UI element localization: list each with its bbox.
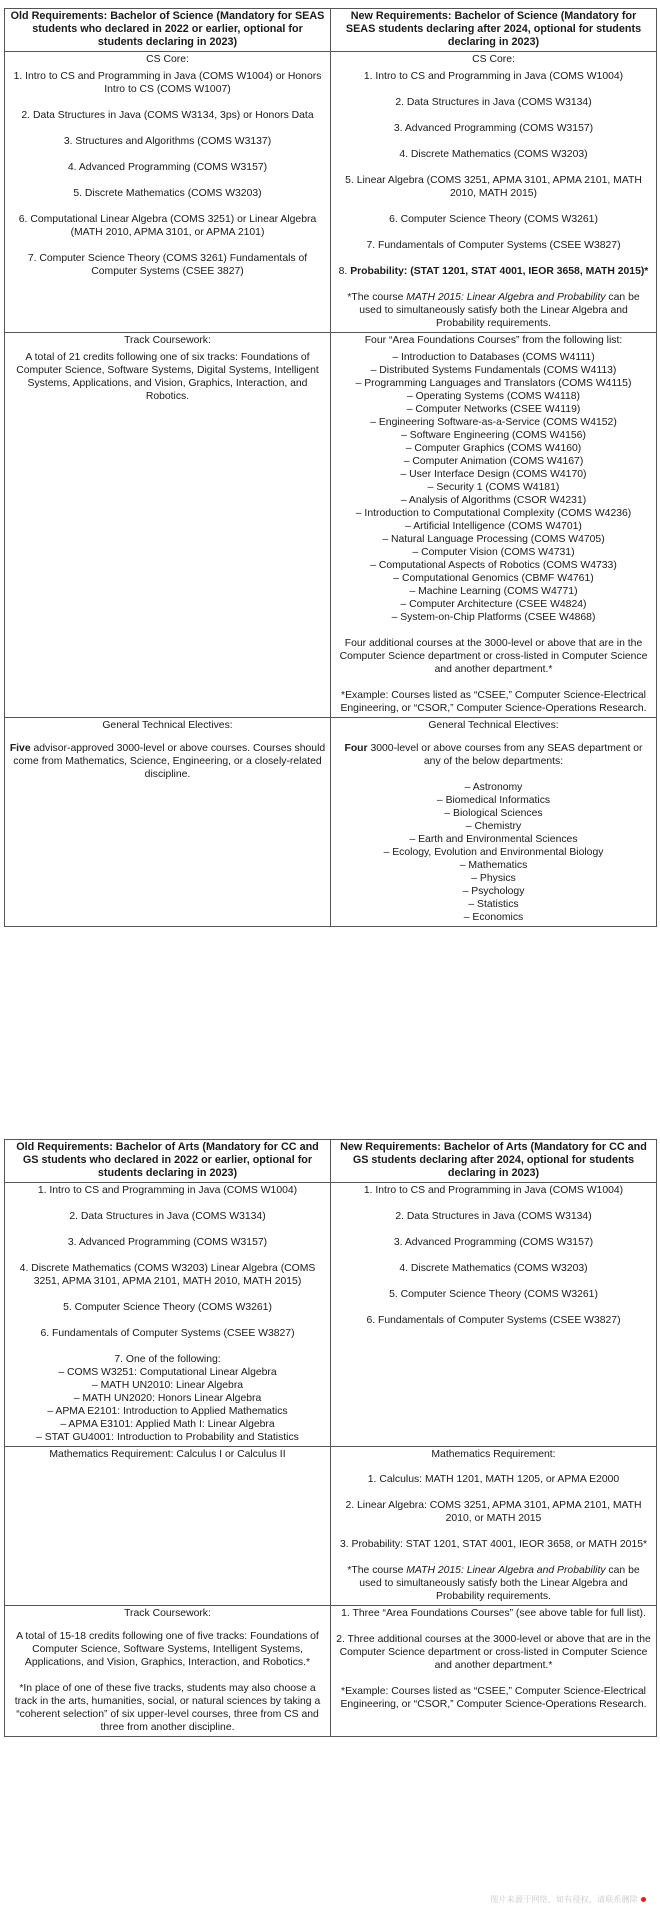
ba-new-core-item-3: 3. Advanced Programming (COMS W3157) xyxy=(393,1237,594,1248)
bs-old-electives-cell xyxy=(5,718,331,927)
list-item: – Computer Vision (COMS W4731) xyxy=(412,547,575,558)
ba-new-core-item-1: 1. Intro to CS and Programming in Java (COMS W1004) xyxy=(363,1185,624,1196)
list-item: – Programming Languages and Translators (COMS W4115) xyxy=(355,378,632,389)
ba-header-row xyxy=(5,1140,657,1183)
list-item: – Distributed Systems Fundamentals (COMS W4113) xyxy=(370,365,617,376)
list-item: – Economics xyxy=(463,912,524,923)
bs-new-track-example: *Example: Courses listed as “CSEE,” Computer Science-Electrical Engineering, or “CSOR,” Computer Science-Operations Research. xyxy=(340,690,647,714)
ba-math-footnote-post: can be used to simultaneously satisfy both the Linear Algebra and Probability requirements. xyxy=(359,1565,640,1602)
department-list xyxy=(335,781,652,924)
ba-new-core-cell xyxy=(331,1183,657,1447)
bs-old-track-title: Track Coursework: xyxy=(124,335,211,346)
bs-core-footnote-pre: *The course xyxy=(347,292,407,303)
list-item: – Chemistry xyxy=(465,821,522,832)
list-item: – Mathematics xyxy=(459,860,528,871)
list-item: – MATH UN2010: Linear Algebra xyxy=(91,1380,244,1391)
bs-old-core-item-1: 1. Intro to CS and Programming in Java (COMS W1004) or Honors Intro to CS (COMS W1007) xyxy=(13,71,322,95)
bs-old-electives-count: Five xyxy=(9,743,31,754)
ba-old-core-item-1: 1. Intro to CS and Programming in Java (COMS W1004) xyxy=(37,1185,298,1196)
list-item: – STAT GU4001: Introduction to Probability and Statistics xyxy=(36,1432,299,1443)
bs-old-electives-title: General Technical Electives: xyxy=(102,720,233,731)
bs-new-core-item-7: 7. Fundamentals of Computer Systems (CSEE W3827) xyxy=(366,240,621,251)
list-item: – User Interface Design (COMS W4170) xyxy=(400,469,587,480)
ba-old-track-text: A total of 15-18 credits following one of five tracks: Foundations of Computer Science, Software Systems, Intelligent Systems, Applications, and Vision, Graphics, Interaction, and Robotics.* xyxy=(16,1631,319,1668)
bs-old-track-cell xyxy=(5,333,331,718)
bs-old-core-item-7: 7. Computer Science Theory (COMS 3261) Fundamentals of Computer Systems (CSEE 3827) xyxy=(27,253,308,277)
list-item: – Computer Architecture (CSEE W4824) xyxy=(400,599,587,610)
ba-old-core-cell xyxy=(5,1183,331,1447)
bs-new-core-item-4: 4. Discrete Mathematics (COMS W3203) xyxy=(399,149,588,160)
bs-core-row xyxy=(5,52,657,333)
list-item: – System-on-Chip Platforms (CSEE W4868) xyxy=(391,612,596,623)
bs-old-header: Old Requirements: Bachelor of Science (Mandatory for SEAS students who declared in 2022 or earlier, optional for students declaring in 2023) xyxy=(5,9,331,52)
bs-new-electives-title: General Technical Electives: xyxy=(428,720,559,731)
ba-old-core-item-7-title: 7. One of the following: xyxy=(114,1354,221,1365)
ba-old-track-note: *In place of one of these five tracks, students may also choose a track in the arts, humanities, social, or natural sciences by taking a “coherent selection” of six upper-level courses, three from CS and three from another discipline. xyxy=(14,1683,321,1733)
bs-new-track-title: Four “Area Foundations Courses” from the following list: xyxy=(364,335,623,346)
list-item: – Analysis of Algorithms (CSOR W4231) xyxy=(400,495,587,506)
list-item: – Introduction to Computational Complexity (COMS W4236) xyxy=(355,508,632,519)
ba-old-track-cell xyxy=(5,1606,331,1737)
list-item: – Physics xyxy=(471,873,516,884)
list-item: – Astronomy xyxy=(464,782,523,793)
area-foundations-list xyxy=(335,351,652,624)
bs-new-core-item-2: 2. Data Structures in Java (COMS W3134) xyxy=(395,97,592,108)
bs-old-electives-desc: advisor-approved 3000-level or above courses. Courses should come from Mathematics, Science, Engineering, or a closely-related discipline. xyxy=(13,743,326,780)
ba-new-math-item-1: 1. Calculus: MATH 1201, MATH 1205, or APMA E2000 xyxy=(367,1474,620,1485)
ba-new-core-item-5: 5. Computer Science Theory (COMS W3261) xyxy=(389,1289,598,1300)
bs-old-core-item-6: 6. Computational Linear Algebra (COMS 3251) or Linear Algebra (MATH 2010, APMA 3101, or APMA 2101) xyxy=(18,214,317,238)
bs-new-core-item-1: 1. Intro to CS and Programming in Java (COMS W1004) xyxy=(363,71,624,82)
list-item: – Introduction to Databases (COMS W4111) xyxy=(392,352,595,363)
ba-old-core-item-5: 5. Computer Science Theory (COMS W3261) xyxy=(63,1302,272,1313)
ba-core-row xyxy=(5,1183,657,1447)
ba-new-track-item-2: 2. Three additional courses at the 3000-level or above that are in the Computer Science department or cross-listed in Computer Science and another department.* xyxy=(336,1634,651,1671)
list-item: – APMA E3101: Applied Math I: Linear Algebra xyxy=(60,1419,275,1430)
watermark xyxy=(490,1893,646,1906)
list-item: – Software Engineering (COMS W4156) xyxy=(401,430,586,441)
bs-old-track-text: A total of 21 credits following one of six tracks: Foundations of Computer Science, Software Systems, Digital Systems, Intelligent Systems, Applications, and Vision, Graphics, Interaction, and Robotics. xyxy=(16,352,319,402)
bs-old-core-item-3: 3. Structures and Algorithms (COMS W3137) xyxy=(63,136,272,147)
bs-header-row xyxy=(5,9,657,52)
ba-old-core-item-6: 6. Fundamentals of Computer Systems (CSEE W3827) xyxy=(40,1328,295,1339)
list-item: – Artificial Intelligence (COMS W4701) xyxy=(405,521,582,532)
ba-new-header: New Requirements: Bachelor of Arts (Mandatory for CC and GS students declaring after 2024, optional for students declaring in 2023) xyxy=(331,1140,657,1183)
ba-new-core-item-6: 6. Fundamentals of Computer Systems (CSEE W3827) xyxy=(366,1315,621,1326)
bs-new-core-item-8-probability: Probability: (STAT 1201, STAT 4001, IEOR 3658, MATH 2015)* xyxy=(350,266,649,277)
list-item: – Computational Genomics (CBMF W4761) xyxy=(393,573,594,584)
ba-new-track-example: *Example: Courses listed as “CSEE,” Computer Science-Electrical Engineering, or “CSOR,” Computer Science-Operations Research. xyxy=(340,1686,647,1710)
list-item: – Earth and Environmental Sciences xyxy=(409,834,578,845)
ba-old-core-item-2: 2. Data Structures in Java (COMS W3134) xyxy=(69,1211,266,1222)
watermark-dot-icon xyxy=(641,1897,646,1902)
ba-old-core-item-3: 3. Advanced Programming (COMS W3157) xyxy=(67,1237,268,1248)
bs-new-core-item-6: 6. Computer Science Theory (COMS W3261) xyxy=(389,214,598,225)
list-item: – APMA E2101: Introduction to Applied Mathematics xyxy=(47,1406,288,1417)
list-item: – Ecology, Evolution and Environmental Biology xyxy=(383,847,604,858)
bs-new-header: New Requirements: Bachelor of Science (Mandatory for SEAS students declaring after 2024, optional for students declaring in 2023) xyxy=(331,9,657,52)
bs-requirements-table xyxy=(4,8,657,927)
ba-math-footnote-course: MATH 2015: Linear Algebra and Probability xyxy=(406,1565,606,1576)
list-item: – MATH UN2020: Honors Linear Algebra xyxy=(73,1393,262,1404)
ba-math-row xyxy=(5,1447,657,1606)
bs-old-core-item-5: 5. Discrete Mathematics (COMS W3203) xyxy=(73,188,262,199)
bs-new-electives-count: Four xyxy=(344,743,368,754)
list-item: – Computer Networks (CSEE W4119) xyxy=(406,404,581,415)
list-item: – COMS W3251: Computational Linear Algebra xyxy=(58,1367,277,1378)
ba-new-math-title: Mathematics Requirement: xyxy=(431,1449,556,1460)
ba-old-math-cell xyxy=(5,1447,331,1606)
bs-new-electives-desc: 3000-level or above courses from any SEAS department or any of the below departments: xyxy=(367,743,643,767)
bs-new-core-title: CS Core: xyxy=(472,54,515,65)
bs-new-core-item-5: 5. Linear Algebra (COMS 3251, APMA 3101, APMA 2101, MATH 2010, MATH 2015) xyxy=(345,175,642,199)
list-item: – Security 1 (COMS W4181) xyxy=(427,482,560,493)
bs-old-core-item-4: 4. Advanced Programming (COMS W3157) xyxy=(67,162,268,173)
bs-core-footnote xyxy=(335,291,652,330)
bs-new-track-cell xyxy=(331,333,657,718)
ba-math-footnote xyxy=(335,1564,652,1603)
list-item: – Engineering Software-as-a-Service (COMS W4152) xyxy=(370,417,617,428)
ba-new-core-item-4: 4. Discrete Mathematics (COMS W3203) xyxy=(399,1263,588,1274)
list-item: – Computer Animation (COMS W4167) xyxy=(403,456,584,467)
list-item: – Computational Aspects of Robotics (COMS W4733) xyxy=(370,560,617,571)
list-item: – Machine Learning (COMS W4771) xyxy=(409,586,578,597)
ba-requirements-table xyxy=(4,1139,657,1737)
ba-old-math-text: Mathematics Requirement: Calculus I or Calculus II xyxy=(49,1449,286,1460)
bs-new-core-cell xyxy=(331,52,657,333)
ba-old-header: Old Requirements: Bachelor of Arts (Mandatory for CC and GS students who declared in 2022 or earlier, optional for students declaring in 2023) xyxy=(5,1140,331,1183)
bs-old-core-item-2: 2. Data Structures in Java (COMS W3134, 3ps) or Honors Data xyxy=(21,110,314,121)
bs-track-row xyxy=(5,333,657,718)
bs-old-core-cell xyxy=(5,52,331,333)
list-item: – Natural Language Processing (COMS W4705) xyxy=(382,534,605,545)
ba-math-footnote-pre: *The course xyxy=(347,1565,407,1576)
list-item: – Operating Systems (COMS W4118) xyxy=(406,391,581,402)
bs-new-electives-cell xyxy=(331,718,657,927)
ba-new-math-item-2: 2. Linear Algebra: COMS 3251, APMA 3101, APMA 2101, MATH 2010, or MATH 2015 xyxy=(345,1500,642,1524)
ba-new-math-cell xyxy=(331,1447,657,1606)
list-item: – Statistics xyxy=(468,899,519,910)
bs-core-footnote-post: can be used to simultaneously satisfy both the Linear Algebra and Probability requirements. xyxy=(359,292,640,329)
bs-core-footnote-course: MATH 2015: Linear Algebra and Probability xyxy=(406,292,606,303)
ba-new-core-item-2: 2. Data Structures in Java (COMS W3134) xyxy=(395,1211,592,1222)
list-item: – Psychology xyxy=(462,886,525,897)
bs-electives-row xyxy=(5,718,657,927)
watermark-text: 图片来源于网络，如有侵权，请联系删除 xyxy=(490,1895,638,1904)
ba-new-math-item-3: 3. Probability: STAT 1201, STAT 4001, IEOR 3658, or MATH 2015* xyxy=(339,1539,648,1550)
list-item: – Biomedical Informatics xyxy=(436,795,551,806)
bs-new-electives-text xyxy=(335,742,652,768)
bs-new-core-item-3: 3. Advanced Programming (COMS W3157) xyxy=(393,123,594,134)
bs-new-core-item-8 xyxy=(335,265,652,278)
list-item: – Biological Sciences xyxy=(444,808,543,819)
ba-new-track-item-1: 1. Three “Area Foundations Courses” (see above table for full list). xyxy=(341,1608,646,1619)
ba-old-core-item-7 xyxy=(9,1353,326,1444)
list-item: – Computer Graphics (COMS W4160) xyxy=(405,443,582,454)
bs-old-electives-text xyxy=(9,742,326,781)
bs-new-core-item-8-number: 8. xyxy=(338,266,351,277)
bs-new-track-additional: Four additional courses at the 3000-level or above that are in the Computer Science department or cross-listed in Computer Science and another department.* xyxy=(339,638,648,675)
bs-old-core-title: CS Core: xyxy=(146,54,189,65)
ba-new-track-cell xyxy=(331,1606,657,1737)
ba-old-track-title: Track Coursework: xyxy=(124,1608,211,1619)
ba-old-core-item-4: 4. Discrete Mathematics (COMS W3203) Linear Algebra (COMS 3251, APMA 3101, APMA 2101, MATH 2010, MATH 2015) xyxy=(19,1263,316,1287)
ba-track-row xyxy=(5,1606,657,1737)
